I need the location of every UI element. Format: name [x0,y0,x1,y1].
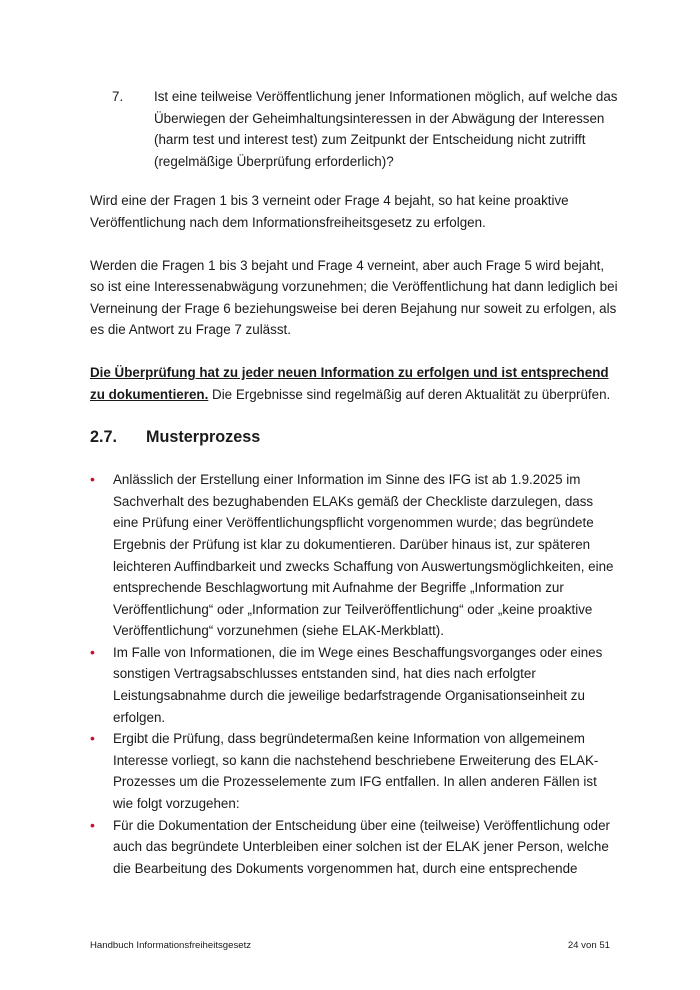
item-text: Ist eine teilweise Veröffentlichung jener Informationen möglich, auf welche das Überwiegen der Geheimhaltungsinteressen in der Abwägung der Interessen (harm test und interest test) zum Zeitpunkt der Entscheidung nicht zutrifft (regelmäßige Überprüfung erforderlich)? [154,89,618,169]
bullet-text: Für die Dokumentation der Entscheidung über eine (teilweise) Veröffentlichung oder auch das begründete Unterbleiben einer solchen ist der ELAK jener Person, welche die Bearbeitung des Dokuments vorgenommen hat, durch eine entsprechende [113,817,610,876]
section-number: 2.7. [90,428,118,447]
list-item [90,728,620,814]
list-item [90,815,620,880]
paragraph-2: Werden die Fragen 1 bis 3 bejaht und Frage 4 verneint, aber auch Frage 5 wird bejaht, so ist eine Interessenabwägung vorzunehmen; die Veröffentlichung hat dann lediglich bei Verneinung der Frage 6 beziehungsweise bei deren Bejahung nur soweit zu erfolgen, als es die Antwort zu Frage 7 zulässt. [90,257,618,338]
paragraph-3 [90,362,620,405]
section-title: Musterprozess [146,428,261,447]
numbered-item-7 [90,86,620,172]
page-footer [90,940,610,951]
bullet-text: Anlässlich der Erstellung einer Information im Sinne des IFG ist ab 1.9.2025 im Sachverhalt des bezughabenden ELAKs gemäß der Checkliste darzulegen, dass eine Prüfung einer Veröffentlichungspflicht vorgenommen wurde; das begründete Ergebnis der Prüfung ist klar zu dokumentieren. Darüber hinaus ist, zur späteren leichteren Auffindbarkeit und zwecks Schaffung von Auswertungsmöglichkeiten, eine entsprechende Beschlagwortung mit Aufnahme der Begriffe „Information zur Veröffentlichung“ oder „Information zur Teilveröffentlichung“ oder „keine proaktive Veröffentlichung“ vorzunehmen (siehe ELAK-Merkblatt). [113,472,614,639]
emphasis-text: Die Überprüfung hat zu jeder neuen Information zu erfolgen und ist entsprechend zu dokumentieren. [90,364,609,402]
paragraph-3-rest: Die Ergebnisse sind regelmäßig auf deren Aktualität zu überprüfen. [208,386,611,402]
list-item [90,642,620,728]
footer-title: Handbuch Informationsfreiheitsgesetz [90,940,252,951]
bullet-text: Ergibt die Prüfung, dass begründetermaßen keine Information von allgemeinem Interesse vorliegt, so kann die nachstehend beschriebene Erweiterung des ELAK-Prozesses um die Prozesselemente zum IFG entfallen. In allen anderen Fällen ist wie folgt vorzugehen: [113,731,599,812]
item-number: 7. [112,89,124,104]
bullet-text: Im Falle von Informationen, die im Wege eines Beschaffungsvorganges oder eines sonstigen Vertragsabschlusses entstanden sind, hat dies nach erfolgter Leistungsabnahme durch die jeweilige bedarfstragende Organisationseinheit zu erfolgen. [113,644,603,725]
bullet-icon: • [90,471,95,488]
page-number: 24 von 51 [567,940,610,951]
list-item [90,469,620,642]
bullet-icon: • [90,643,95,660]
paragraph-1: Wird eine der Fragen 1 bis 3 verneint oder Frage 4 bejaht, so hat keine proaktive Veröffentlichung nach dem Informationsfreiheitsgesetz zu erfolgen. [90,193,569,230]
bullet-icon: • [90,730,95,747]
section-heading [90,426,620,448]
page-content [90,86,620,879]
bullet-icon: • [90,816,95,833]
bullet-list [90,469,620,879]
